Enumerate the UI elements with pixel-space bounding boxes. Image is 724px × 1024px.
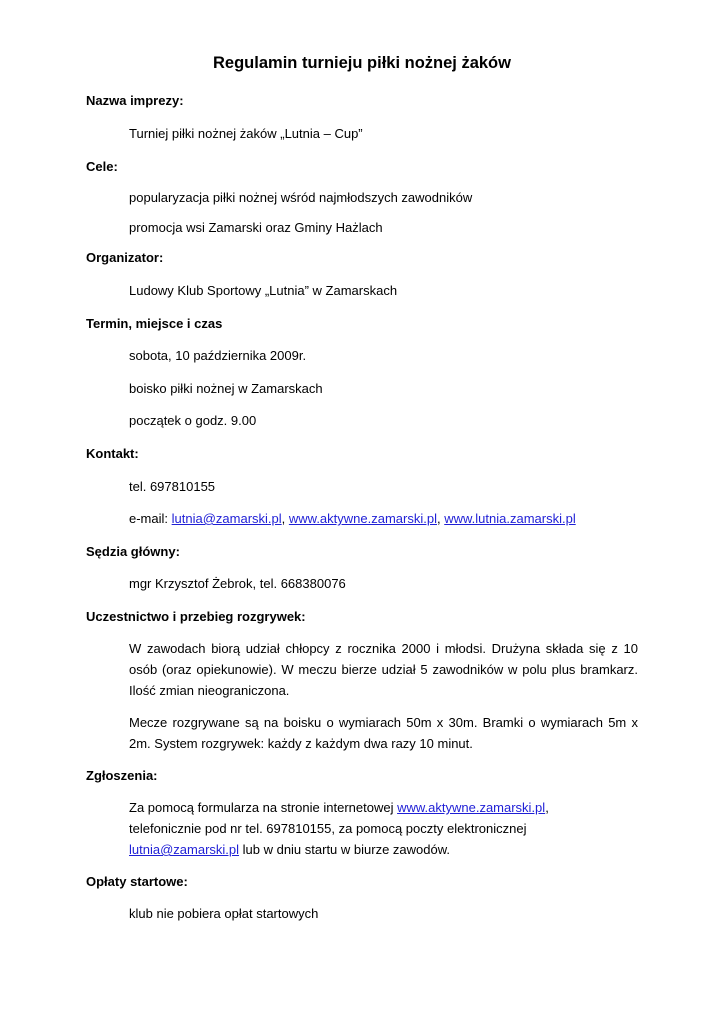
registration-text (129, 797, 638, 860)
heading-participation: Uczestnictwo i przebieg rozgrywek: (86, 609, 306, 624)
site-aktywne-link[interactable]: www.aktywne.zamarski.pl (288, 511, 437, 526)
page-title: Regulamin turnieju piłki nożnej żaków (213, 54, 511, 72)
goal-item: promocja wsi Zamarski oraz Gminy Hażlach (129, 220, 383, 235)
separator: , (281, 511, 289, 526)
registration-text-3: telefonicznie pod nr tel. 697810155, za pomocą poczty elektronicznej (129, 821, 527, 836)
heading-organizer: Organizator: (86, 250, 164, 265)
registration-text-2: , (545, 800, 549, 815)
registration-text-4: lub w dniu startu w biurze zawodów. (239, 842, 451, 857)
heading-fees: Opłaty startowe: (86, 874, 188, 889)
schedule-item: boisko piłki nożnej w Zamarskach (129, 381, 323, 396)
heading-contact: Kontakt: (86, 446, 139, 461)
registration-email-link[interactable]: lutnia@zamarski.pl (129, 842, 240, 857)
registration-text-1: Za pomocą formularza na stronie internetowej (129, 800, 398, 815)
email-prefix: e-mail: (129, 511, 172, 526)
schedule-item: sobota, 10 października 2009r. (129, 348, 307, 363)
separator: , (436, 511, 445, 526)
heading-event-name: Nazwa imprezy: (86, 93, 184, 108)
goal-item: popularyzacja piłki nożnej wśród najmłodszych zawodników (129, 190, 473, 205)
contact-phone: tel. 697810155 (129, 479, 216, 494)
email-link[interactable]: lutnia@zamarski.pl (171, 511, 282, 526)
organizer-text: Ludowy Klub Sportowy „Lutnia” w Zamarskach (129, 283, 398, 298)
schedule-item: początek o godz. 9.00 (129, 413, 257, 428)
contact-email-line (129, 511, 576, 526)
heading-schedule: Termin, miejsce i czas (86, 316, 223, 331)
heading-referee: Sędzia główny: (86, 544, 180, 559)
event-name-text: Turniej piłki nożnej żaków „Lutnia – Cup” (129, 126, 363, 141)
participation-para-2: Mecze rozgrywane są na boisku o wymiarach 50m x 30m. Bramki o wymiarach 5m x 2m. System rozgrywek: każdy z każdym dwa razy 10 minut. (129, 715, 638, 751)
referee-text: mgr Krzysztof Żebrok, tel. 668380076 (129, 576, 346, 591)
heading-goals: Cele: (86, 159, 118, 174)
participation-para-1: W zawodach biorą udział chłopcy z rocznika 2000 i młodsi. Drużyna składa się z 10 osób (oraz opiekunowie). W meczu bierze udział 5 zawodników w polu plus bramkarz. Ilość zmian nieograniczona. (129, 641, 638, 698)
registration-site-link[interactable]: www.aktywne.zamarski.pl (397, 800, 546, 815)
fees-text: klub nie pobiera opłat startowych (129, 906, 319, 921)
site-lutnia-link[interactable]: www.lutnia.zamarski.pl (444, 511, 576, 526)
heading-registration: Zgłoszenia: (86, 768, 158, 783)
